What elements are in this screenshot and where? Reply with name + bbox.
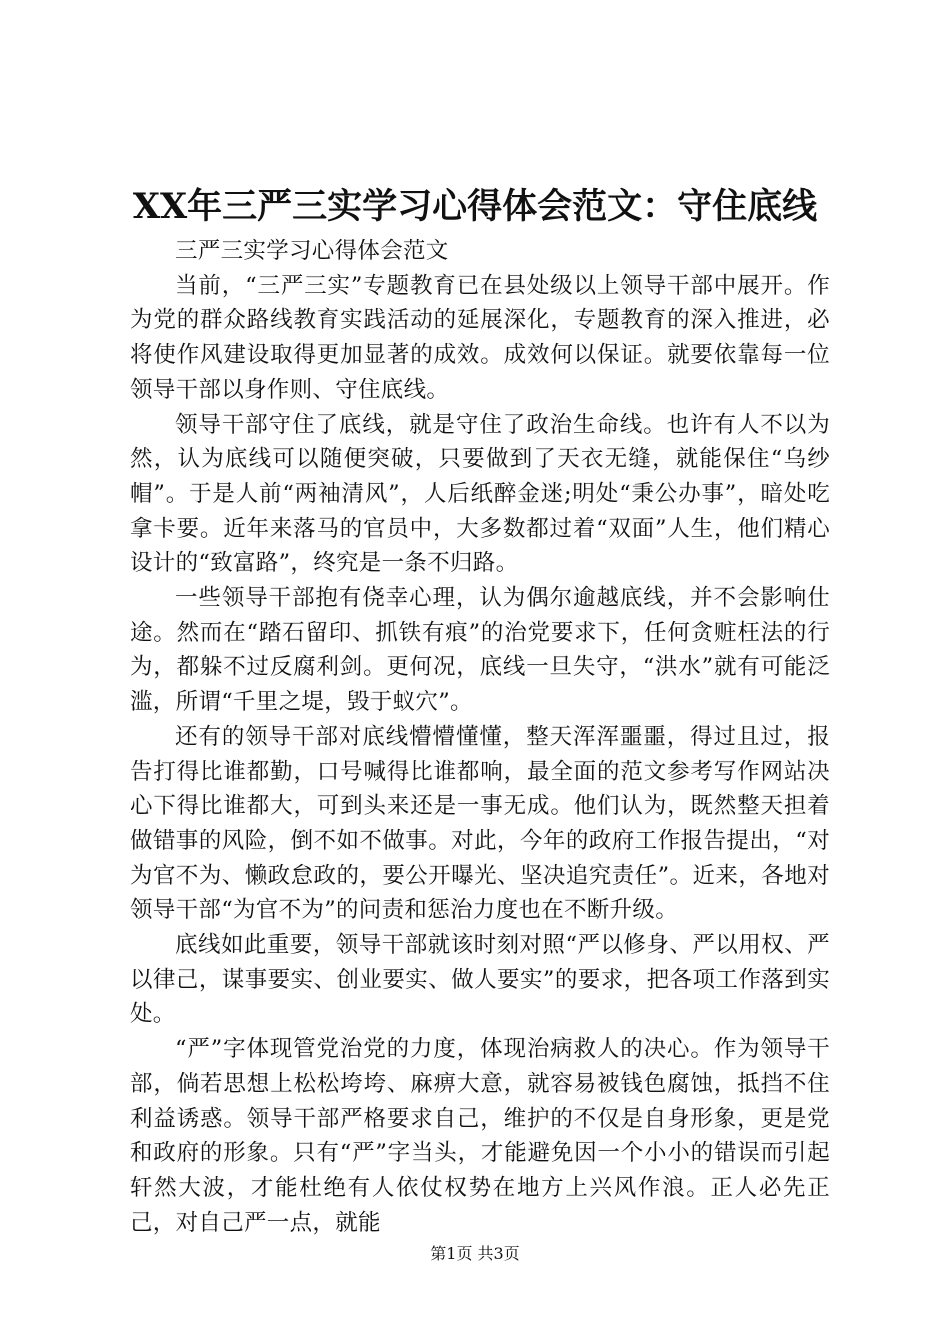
paragraph: 当前，“三严三实”专题教育已在县处级以上领导干部中展开。作为党的群众路线教育实践活动的延展深化，专题教育的深入推进，必将使作风建设取得更加显著的成效。成效何以保证。就要依靠每一位领导干部以身作则、守住底线。 — [130, 272, 830, 403]
page-footer: 第1页 共3页 — [430, 1244, 520, 1263]
paragraph: 一些领导干部抱有侥幸心理，认为偶尔逾越底线，并不会影响仕途。然而在“踏石留印、抓铁有痕”的治党要求下，任何贪赃枉法的行为，都躲不过反腐利剑。更何况，底线一旦失守，“洪水”就有可能泛滥，所谓“千里之堤，毁于蚁穴”。 — [130, 585, 830, 716]
document-body — [130, 234, 830, 1240]
paragraph: “严”字体现管党治党的力度，体现治病救人的决心。作为领导干部，倘若思想上松松垮垮、麻痹大意，就容易被钱色腐蚀，抵挡不住利益诱惑。领导干部严格要求自己，维护的不仅是自身形象，更是党和政府的形象。只有“严”字当头，才能避免因一个小小的错误而引起轩然大波，才能杜绝有人依仗权势在地方上兴风作浪。正人必先正己，对自己严一点，就能 — [130, 1036, 830, 1236]
paragraph-subtitle: 三严三实学习心得体会范文 — [175, 238, 449, 264]
paragraph: 领导干部守住了底线，就是守住了政治生命线。也许有人不以为然，认为底线可以随便突破，只要做到了天衣无缝，就能保住“乌纱帽”。于是人前“两袖清风”，人后纸醉金迷;明处“秉公办事”，暗处吃拿卡要。近年来落马的官员中，大多数都过着“双面”人生，他们精心设计的“致富路”，终究是一条不归路。 — [130, 411, 830, 577]
document-title: XX年三严三实学习心得体会范文：守住底线 — [132, 186, 818, 227]
paragraph: 底线如此重要，领导干部就该时刻对照“严以修身、严以用权、严以律己，谋事要实、创业要实、做人要实”的要求，把各项工作落到实处。 — [130, 932, 830, 1028]
paragraph: 还有的领导干部对底线懵懵懂懂，整天浑浑噩噩，得过且过，报告打得比谁都勤，口号喊得比谁都响，最全面的范文参考写作网站决心下得比谁都大，可到头来还是一事无成。他们认为，既然整天担着做错事的风险，倒不如不做事。对此，今年的政府工作报告提出，“对为官不为、懒政怠政的，要公开曝光、坚决追究责任”。近来，各地对领导干部“为官不为”的问责和惩治力度也在不断升级。 — [130, 723, 830, 924]
